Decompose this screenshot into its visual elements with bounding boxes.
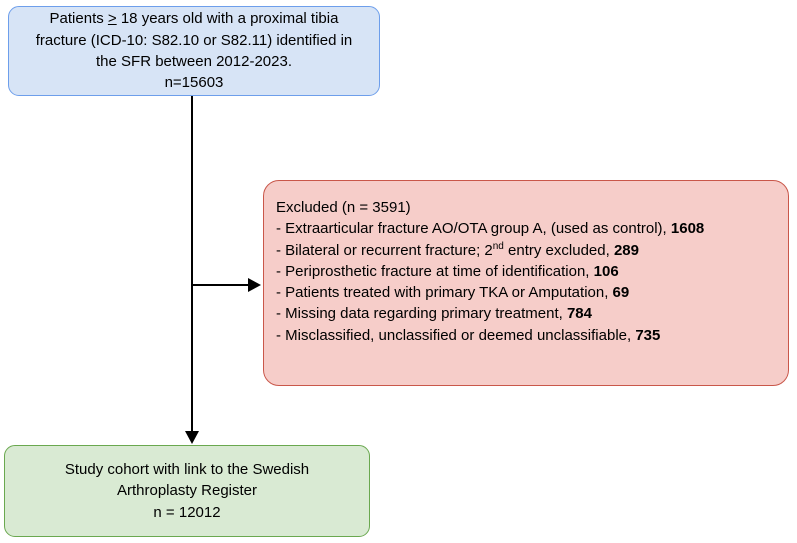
excluded-item-1-count: 289 [613,241,639,259]
cohort-box [4,445,370,537]
right-arrowhead-icon [248,278,261,292]
branch-arrow-line [192,284,249,286]
cohort-line-2: Arthroplasty Register [116,482,258,500]
inclusion-box [8,6,380,96]
excluded-box [263,180,789,386]
excluded-item-5-text: - Misclassified, unclassified or deemed unclassifiable, [276,326,636,344]
excluded-item-0-text: - Extraarticular fracture AO/OTA group A, (used as control), [276,220,671,238]
excluded-item-1 [276,240,776,261]
inclusion-line-3: the SFR between 2012-2023. [96,53,292,70]
inclusion-line-1-post: 18 years old with a proximal tibia [116,10,339,28]
excluded-item-2 [276,261,776,282]
excluded-item-3-count: 69 [612,284,630,302]
excluded-item-4 [276,303,776,324]
excluded-item-4-text: - Missing data regarding primary treatment, [276,305,567,323]
excluded-title: Excluded (n = 3591) [276,199,411,216]
greater-equal-symbol: > [107,10,117,28]
excluded-item-2-text: - Periprosthetic fracture at time of identification, [276,262,594,280]
inclusion-line-2: fracture (ICD-10: S82.10 or S82.11) identified in [35,31,353,49]
excluded-item-0-count: 1608 [670,220,705,238]
inclusion-line-1 [50,8,339,29]
ordinal-superscript: nd [492,240,504,252]
down-arrowhead-icon [185,431,199,444]
excluded-item-3 [276,282,776,303]
excluded-item-5-count: 735 [635,326,661,344]
vertical-arrow-line [191,96,193,432]
excluded-item-1-pre: - Bilateral or recurrent fracture; 2 [276,241,493,259]
cohort-count: n = 12012 [153,503,221,521]
excluded-item-3-text: - Patients treated with primary TKA or Amputation, [276,284,613,302]
inclusion-line-1-pre: Patients [49,10,108,28]
excluded-item-1-post: entry excluded, [503,241,614,259]
excluded-item-5 [276,325,776,346]
cohort-line-1: Study cohort with link to the Swedish [64,461,310,479]
excluded-item-4-count: 784 [566,305,592,323]
excluded-item-0 [276,218,776,239]
inclusion-count: n=15603 [164,74,224,92]
excluded-item-2-count: 106 [593,262,619,280]
